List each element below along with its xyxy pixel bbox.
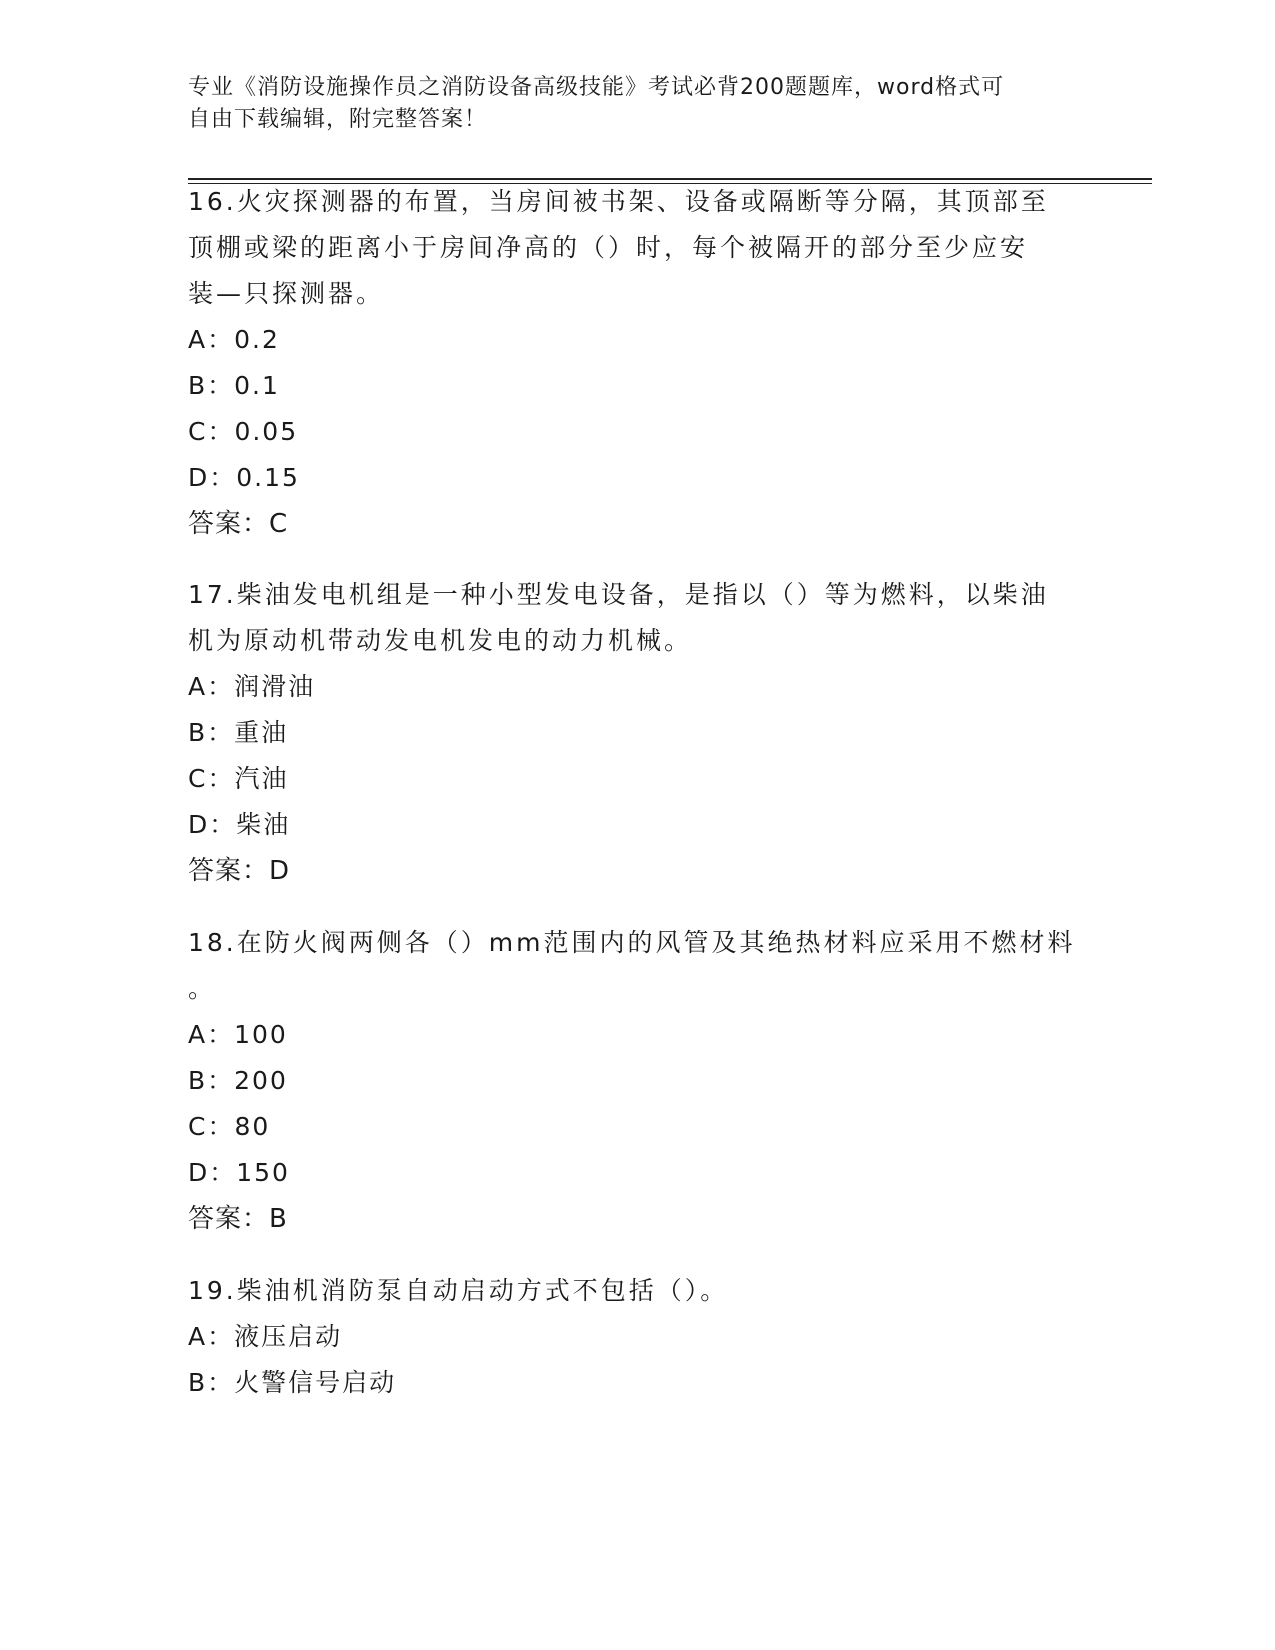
option-b: B：0.1 xyxy=(188,371,280,400)
question-17 xyxy=(188,572,1088,894)
question-text-line: 。 xyxy=(188,974,217,1003)
header-line-1: 专业《消防设施操作员之消防设备高级技能》考试必背200题题库，word格式可 xyxy=(188,75,1005,100)
option-c: C：80 xyxy=(188,1112,271,1141)
question-text-line: 16.火灾探测器的布置，当房间被书架、设备或隔断等分隔，其顶部至 xyxy=(188,187,1049,216)
question-text-line: 机为原动机带动发电机发电的动力机械。 xyxy=(188,626,693,655)
document-header xyxy=(188,72,1068,136)
question-text-line: 顶棚或梁的距离小于房间净高的（）时，每个被隔开的部分至少应安 xyxy=(188,233,1029,262)
answer: 答案：D xyxy=(188,856,291,886)
option-a: A：100 xyxy=(188,1020,288,1049)
question-18 xyxy=(188,920,1088,1242)
question-16 xyxy=(188,179,1088,547)
option-b: B：重油 xyxy=(188,718,289,747)
question-text-line: 19.柴油机消防泵自动启动方式不包括（）。 xyxy=(188,1276,729,1305)
option-d: D：150 xyxy=(188,1158,290,1187)
answer: 答案：B xyxy=(188,1204,288,1234)
option-b: B：火警信号启动 xyxy=(188,1368,397,1397)
answer: 答案：C xyxy=(188,509,289,539)
option-c: C：0.05 xyxy=(188,417,299,446)
header-line-2: 自由下载编辑，附完整答案！ xyxy=(188,107,488,132)
question-text-line: 17.柴油发电机组是一种小型发电设备，是指以（）等为燃料，以柴油 xyxy=(188,580,1049,609)
option-d: D：柴油 xyxy=(188,810,291,839)
option-b: B：200 xyxy=(188,1066,288,1095)
question-text-line: 装—只探测器。 xyxy=(188,279,385,308)
option-c: C：汽油 xyxy=(188,764,289,793)
option-a: A：润滑油 xyxy=(188,672,316,701)
option-d: D：0.15 xyxy=(188,463,300,492)
option-a: A：液压启动 xyxy=(188,1322,343,1351)
option-a: A：0.2 xyxy=(188,325,280,354)
question-19 xyxy=(188,1268,1088,1406)
question-text-line: 18.在防火阀两侧各（）mm范围内的风管及其绝热材料应采用不燃材料 xyxy=(188,928,1076,957)
